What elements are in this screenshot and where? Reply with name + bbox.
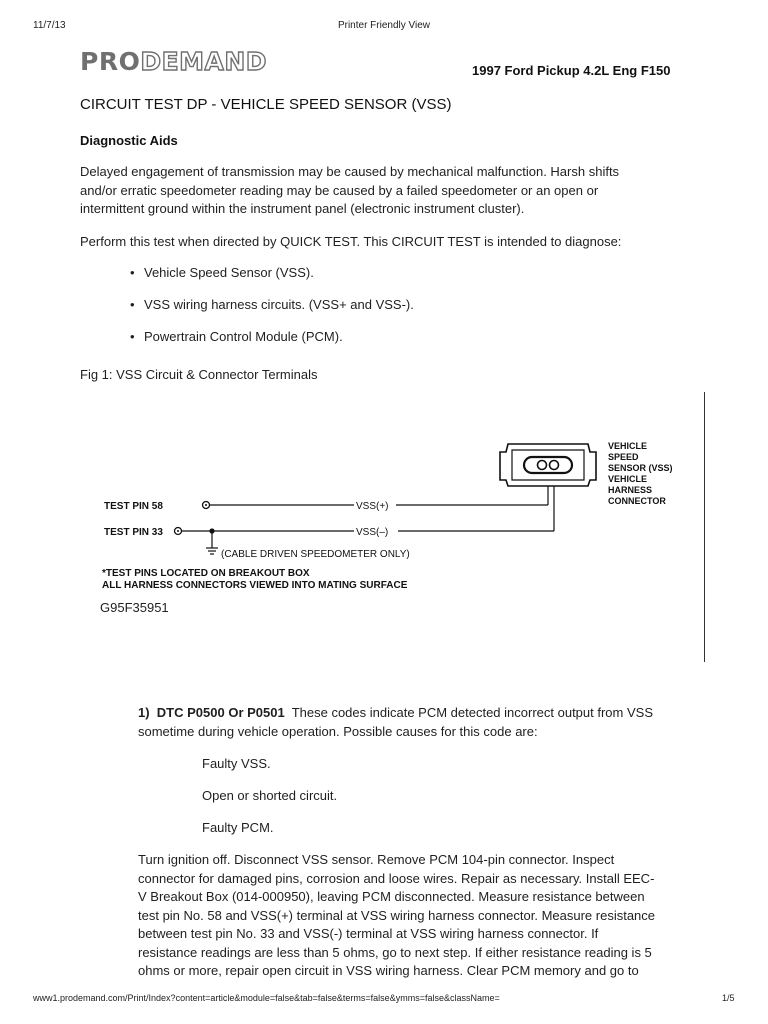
ground-note: (CABLE DRIVEN SPEEDOMETER ONLY) [221,549,410,560]
bullet-icon: • [130,265,135,280]
ground-symbol-icon [206,548,218,554]
step-intro-text: These codes indicate PCM detected incorrect output from VSS [291,705,653,720]
figure-note-2: ALL HARNESS CONNECTORS VIEWED INTO MATING SURFACE [102,580,408,591]
page-title: CIRCUIT TEST DP - VEHICLE SPEED SENSOR (VSS) [80,96,452,113]
step-number: 1) [138,705,150,720]
bullet-icon: • [130,297,135,312]
list-item-text: Powertrain Control Module (PCM). [144,329,343,344]
print-date: 11/7/13 [33,20,66,31]
logo-part-pro: PRO [80,47,141,76]
procedure-line: ohms or more, repair open circuit in VSS wiring harness. Clear PCM memory and go to [138,963,639,978]
logo-part-demand: DEMAND [140,47,268,76]
intro-line: Delayed engagement of transmission may be caused by mechanical malfunction. Harsh shifts [80,164,620,179]
vss-minus-label: VSS(–) [356,527,389,538]
connector-label-line: VEHICLE [608,474,648,484]
test-pin-58-label: TEST PIN 58 [104,501,163,512]
footer-page-number: 1/5 [722,993,735,1003]
intro-paragraph [80,163,619,219]
vss-circuit-diagram [96,430,696,630]
procedure-line: V Breakout Box (014-000950), leaving PCM disconnected. Measure resistance between [138,889,645,904]
step-1-procedure [138,851,708,981]
connector-label-line: SPEED [608,452,639,462]
procedure-line: test pin No. 58 and VSS(+) terminal at VSS wiring harness connector. Measure resistance [138,907,656,923]
step-heading: DTC P0500 Or P0501 [156,705,285,720]
connector-label-line: HARNESS [608,485,653,495]
list-item [130,265,314,280]
procedure-line: Turn ignition off. Disconnect VSS sensor. Remove PCM 104-pin connector. Inspect [138,852,615,867]
connector-label-line: VEHICLE [608,441,648,451]
intro-line: and/or erratic speedometer reading may be caused by a failed speedometer or an open or [80,182,599,198]
test-pin-33-dot [177,530,179,532]
vss-plus-label: VSS(+) [356,501,389,512]
figure-note-1: *TEST PINS LOCATED ON BREAKOUT BOX [102,568,310,579]
prodemand-logo [80,47,267,76]
step-1-intro [138,704,698,741]
section-heading: Diagnostic Aids [80,133,178,148]
vss-connector-icon [500,444,596,486]
list-item [130,329,343,344]
list-item [130,297,414,312]
test-pin-33-label: TEST PIN 33 [104,527,163,538]
list-item-text: Vehicle Speed Sensor (VSS). [144,265,314,280]
vehicle-title: 1997 Ford Pickup 4.2L Eng F150 [472,63,671,78]
cause-item: Faulty VSS. [202,756,271,771]
intro-line: intermittent ground within the instrument panel (electronic instrument cluster). [80,201,525,216]
procedure-line: resistance readings are less than 5 ohms, go to next step. If either resistance reading is 5 [138,944,652,960]
list-item-text: VSS wiring harness circuits. (VSS+ and VSS-). [144,297,414,312]
figure-caption: Fig 1: VSS Circuit & Connector Terminals [80,367,318,382]
printer-friendly-title: Printer Friendly View [337,20,431,31]
step-intro-text: sometime during vehicle operation. Possible causes for this code are: [138,723,538,739]
procedure-line: between test pin No. 33 and VSS(-) terminal at VSS wiring harness connector. If [138,926,599,941]
directed-paragraph: Perform this test when directed by QUICK TEST. This CIRCUIT TEST is intended to diagnose: [80,234,622,249]
bullet-icon: • [130,329,135,344]
figure-right-border [704,392,705,662]
connector-label-line: CONNECTOR [608,496,666,506]
procedure-line: connector for damaged pins, corrosion and loose wires. Repair as necessary. Install EEC- [138,870,655,886]
cause-item: Faulty PCM. [202,820,274,835]
cause-item: Open or shorted circuit. [202,788,338,803]
test-pin-58-dot [205,504,207,506]
figure-code: G95F35951 [100,600,169,615]
connector-label-line: SENSOR (VSS) [608,463,673,473]
step-1-first-line [138,704,698,723]
footer-url[interactable]: www1.prodemand.com/Print/Index?content=article&module=false&tab=false&terms=false&ymms=false&className= [33,993,500,1003]
